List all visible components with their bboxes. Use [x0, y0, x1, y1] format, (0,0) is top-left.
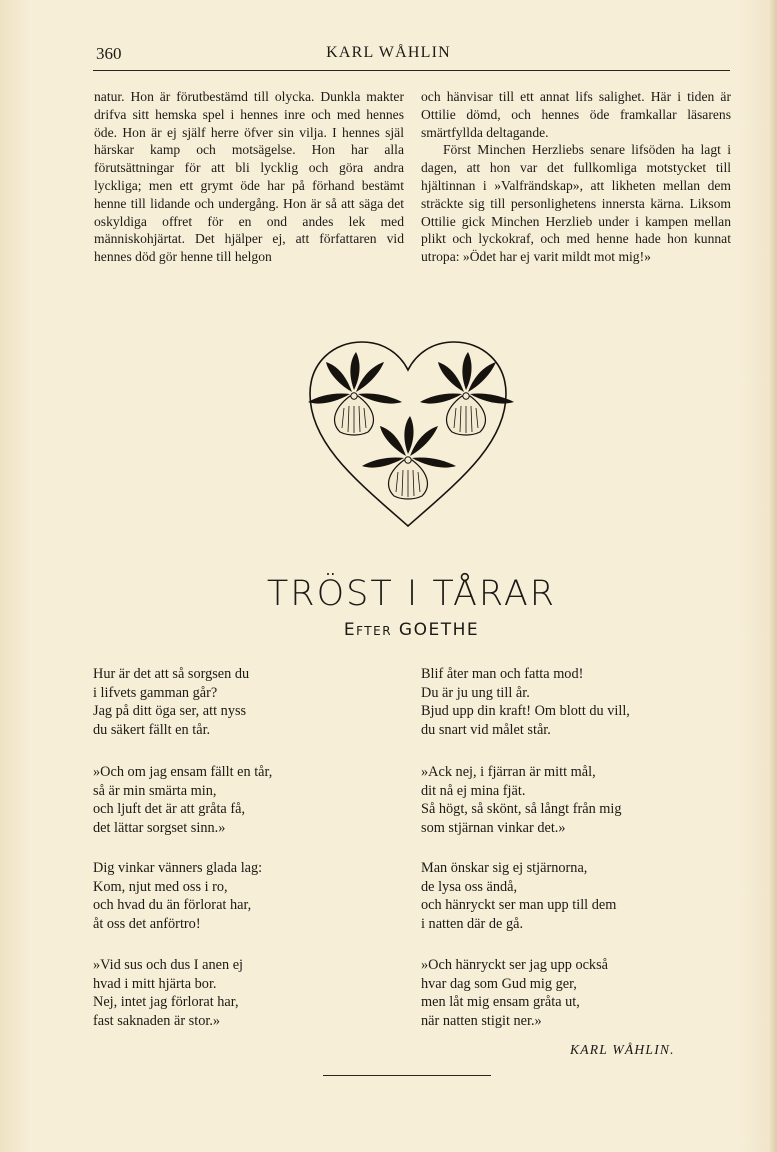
- poem-subtitle-text: Efter GOETHE: [343, 620, 480, 640]
- poem-line: i natten där de gå.: [421, 915, 524, 932]
- poem-line: som stjärnan vinkar det.»: [421, 819, 566, 836]
- stanza: [93, 956, 243, 1030]
- stanza: [93, 763, 272, 837]
- poem-line: »Och hänryckt ser jag upp också: [421, 957, 608, 973]
- poem-line: »Vid sus och dus I anen ej: [93, 957, 244, 973]
- poem-line: Jag på ditt öga ser, att nyss: [93, 703, 247, 719]
- stanza: [93, 665, 249, 739]
- prose-paragraph: och hänvisar till ett annat lifs salighet. Här i tiden är Ottilie dömd, och hennes öde framkallar läsarens smärtfyllda deltagande.: [421, 89, 731, 140]
- poem-line: Man önskar sig ej stjärnorna,: [421, 860, 588, 876]
- heart-with-orchids-icon: [288, 332, 528, 532]
- poem-line: när natten stigit ner.»: [421, 1012, 542, 1029]
- poem-line: hvad i mitt hjärta bor.: [93, 975, 217, 992]
- poem-line: hvar dag som Gud mig ger,: [421, 975, 577, 992]
- poem-line: Dig vinkar vänners glada lag:: [93, 860, 263, 876]
- poem-line: du snart vid målet står.: [421, 721, 551, 738]
- poem-line: det lättar sorgset sinn.»: [93, 819, 226, 836]
- poem-line: Kom, njut med oss i ro,: [93, 878, 228, 895]
- stanza: [421, 665, 630, 739]
- poem-line: Du är ju ung till år.: [421, 684, 530, 701]
- poem-line: Nej, intet jag förlorat har,: [93, 994, 239, 1010]
- poem-line: »Och om jag ensam fällt en tår,: [93, 764, 273, 780]
- stanza: [421, 859, 616, 933]
- prose-paragraph: Först Minchen Herzliebs senare lifsöden ha lagt i dagen, att hon var det fullkomliga motstycket till hjältinnan i »Valfrändskap», att likheten mellan dem sträckte sig till personlighetens innersta kärna. Liksom Ottilie gick Minchen Herzlieb under i kampen mellan plikt och lyckokraf, och med henne hade hon kunnat utropa: »Ödet har ej varit mildt mot mig!»: [421, 142, 731, 265]
- prose-column-right: [421, 88, 731, 266]
- stanza: [421, 956, 608, 1030]
- poem-signature: KARL WÅHLIN.: [570, 1042, 675, 1057]
- stanza: [421, 763, 622, 837]
- prose-paragraph: natur. Hon är förutbestämd till olycka. Dunkla makter drifva sitt hemska spel i hennes inre och med hennes öde. Hon är ej själf herre öfver sin vilja. I hennes själ härskar kamp och motsägelse. Hon har alla förutsättningar för att bli lycklig och göra andra lyckliga; men ett grymt öde har på förhand bestämt henne till lidande och undergång. Hon är så att säga det oskyldiga offret för en ond andes lek med människohjärtat. Det hjälper ej, att författaren vid hennes död gör henne till helgon: [94, 89, 404, 265]
- poem-line: de lysa oss ändå,: [421, 878, 518, 895]
- poem-subtitle: [0, 620, 777, 640]
- poem-line: fast saknaden är stor.»: [93, 1012, 221, 1029]
- poem-line: Bjud upp din kraft! Om blott du vill,: [421, 703, 630, 719]
- poem-line: »Ack nej, i fjärran är mitt mål,: [421, 764, 596, 780]
- header-rule: [93, 70, 730, 71]
- poem-line: och ljuft det är att gråta få,: [93, 801, 246, 817]
- poem-line: Så högt, så skönt, så långt från mig: [421, 801, 622, 817]
- poem-line: Blif åter man och fatta mod!: [421, 666, 584, 682]
- poem-line: dit nå ej mina fjät.: [421, 782, 526, 799]
- end-rule: [323, 1075, 491, 1076]
- poem-line: Hur är det att så sorgsen du: [93, 666, 250, 682]
- poem-line: så är min smärta min,: [93, 782, 217, 799]
- poem-title: TRÖST I TÅRAR: [266, 574, 557, 614]
- prose-column-left: [94, 88, 404, 266]
- poem-line: du säkert fällt en tår.: [93, 721, 211, 738]
- poem-line: och hvad du än förlorat har,: [93, 897, 252, 913]
- stanza: [93, 859, 262, 933]
- poem-line: och hänryckt ser man upp till dem: [421, 897, 617, 913]
- poem-line: i lifvets gamman går?: [93, 684, 218, 701]
- poem-line: men låt mig ensam gråta ut,: [421, 994, 580, 1010]
- poem-line: åt oss det anförtro!: [93, 915, 201, 932]
- running-head: KARL WÅHLIN: [326, 44, 451, 61]
- page-number: 360: [96, 44, 122, 63]
